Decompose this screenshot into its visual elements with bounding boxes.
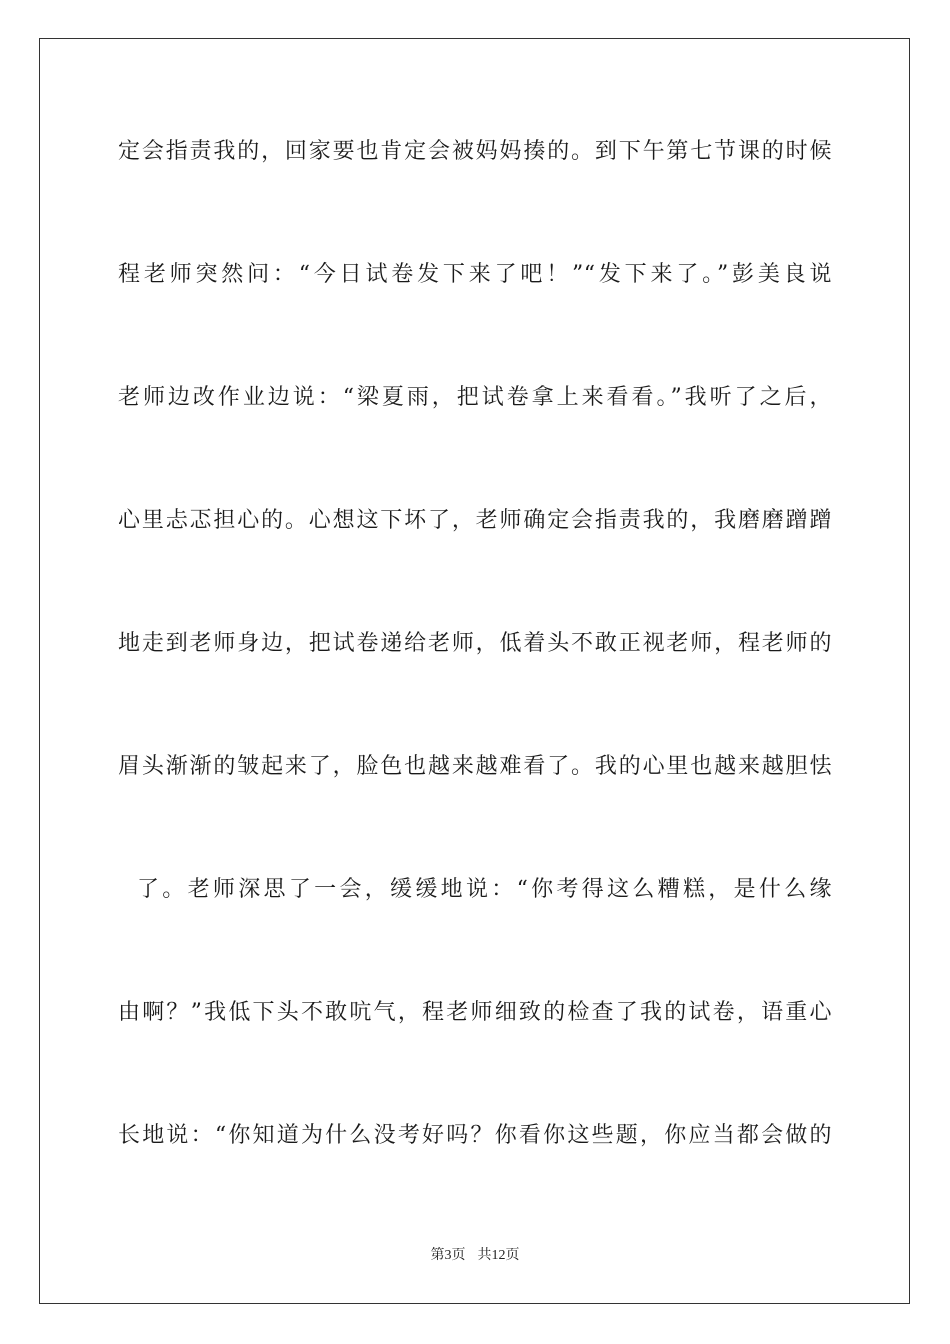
page-footer	[0, 1247, 950, 1265]
page-border	[39, 38, 910, 1304]
text-line: 地走到老师身边，把试卷递给老师，低着头不敢正视老师，程老师的	[118, 631, 832, 656]
text-line: 了。老师深思了一会，缓缓地说：“你考得这么糟糕，是什么缘	[137, 877, 832, 902]
text-line: 眉头渐渐的皱起来了，脸色也越来越难看了。我的心里也越来越胆怯	[118, 754, 832, 779]
text-line: 由啊？”我低下头不敢吭气，程老师细致的检查了我的试卷，语重心	[118, 1000, 832, 1025]
text-line: 长地说：“你知道为什么没考好吗？你看你这些题，你应当都会做的	[118, 1123, 832, 1148]
text-line: 心里忐忑担心的。心想这下坏了，老师确定会指责我的，我磨磨蹭蹭	[118, 508, 832, 533]
page-number: 第3页	[430, 1248, 466, 1263]
text-line: 程老师突然问：“今日试卷发下来了吧！”“发下来了。”彭美良说	[118, 262, 832, 287]
page-total: 共12页	[477, 1248, 520, 1263]
text-line: 定会指责我的，回家要也肯定会被妈妈揍的。到下午第七节课的时候	[118, 139, 832, 164]
text-line: 老师边改作业边说：“梁夏雨，把试卷拿上来看看。”我听了之后，	[118, 385, 832, 410]
